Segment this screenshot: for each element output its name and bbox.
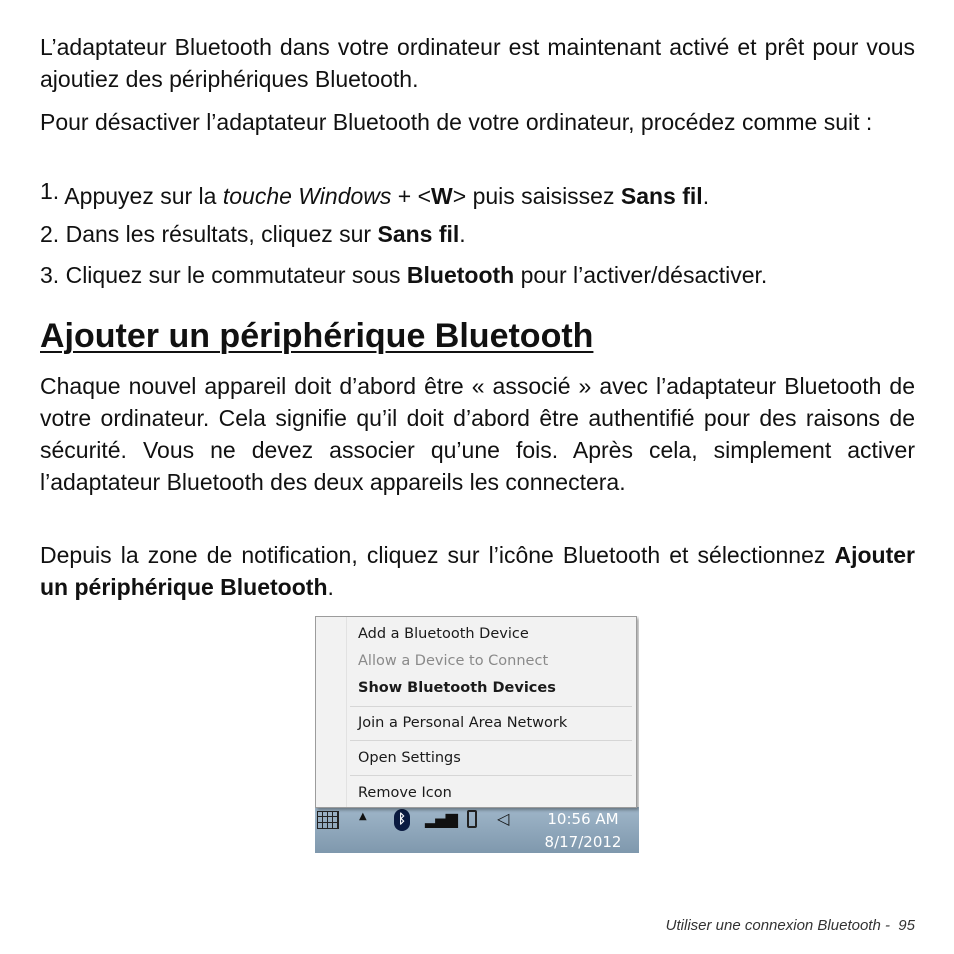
clock-time[interactable]: 10:56 AM (547, 810, 619, 828)
keyboard-icon[interactable] (317, 811, 339, 829)
chevron-up-icon[interactable]: ▲ (359, 811, 367, 822)
paragraph-disable: Pour désactiver l’adaptateur Bluetooth de votre ordinateur, procédez comme suit : (40, 109, 873, 135)
step-1: 1. Appuyez sur la touche Windows + <W> puis saisissez Sans fil. (40, 178, 710, 209)
menu-item-add-device[interactable]: Add a Bluetooth Device (358, 626, 529, 642)
step-2: 2. Dans les résultats, cliquez sur Sans fil. (40, 221, 466, 247)
section-heading: Ajouter un périphérique Bluetooth (40, 317, 594, 355)
paragraph-intro: L’adaptateur Bluetooth dans votre ordinateur est maintenant activé et prêt pour vous ajoutiez des périphériques Bluetooth. (40, 34, 915, 92)
paragraph-notification: Depuis la zone de notification, cliquez sur l’icône Bluetooth et sélectionnez Ajouter un périphérique Bluetooth. (40, 542, 915, 600)
paragraph-pairing: Chaque nouvel appareil doit d’abord être « associé » avec l’adaptateur Bluetooth de votre ordinateur. Cela signifie qu’il doit d’abord être authentifié pour des raisons de sécurité. Vous ne devez associer qu’une fois. Après cela, simplement activer l’adaptateur Bluetooth des deux appareils les connectera. (40, 373, 915, 495)
bluetooth-context-menu (315, 616, 637, 808)
bluetooth-icon[interactable]: ᛒ (394, 809, 410, 831)
menu-item-allow-device: Allow a Device to Connect (358, 653, 549, 669)
menu-item-remove-icon[interactable]: Remove Icon (358, 785, 452, 801)
menu-separator (350, 740, 632, 741)
clock-date[interactable]: 8/17/2012 (544, 833, 622, 851)
menu-item-show-devices[interactable]: Show Bluetooth Devices (358, 680, 556, 696)
speaker-icon[interactable]: ◁ (497, 809, 510, 828)
bluetooth-menu-screenshot (315, 616, 639, 853)
menu-separator (350, 706, 632, 707)
battery-icon[interactable] (467, 810, 477, 828)
signal-icon[interactable]: ▂▄▆ (425, 809, 456, 828)
menu-item-open-settings[interactable]: Open Settings (358, 750, 461, 766)
page-footer: Utiliser une connexion Bluetooth - 95 (665, 917, 915, 934)
taskbar (315, 807, 639, 853)
step-3: 3. Cliquez sur le commutateur sous Bluetooth pour l’activer/désactiver. (40, 262, 768, 288)
menu-separator (350, 775, 632, 776)
menu-item-join-pan[interactable]: Join a Personal Area Network (358, 715, 568, 731)
